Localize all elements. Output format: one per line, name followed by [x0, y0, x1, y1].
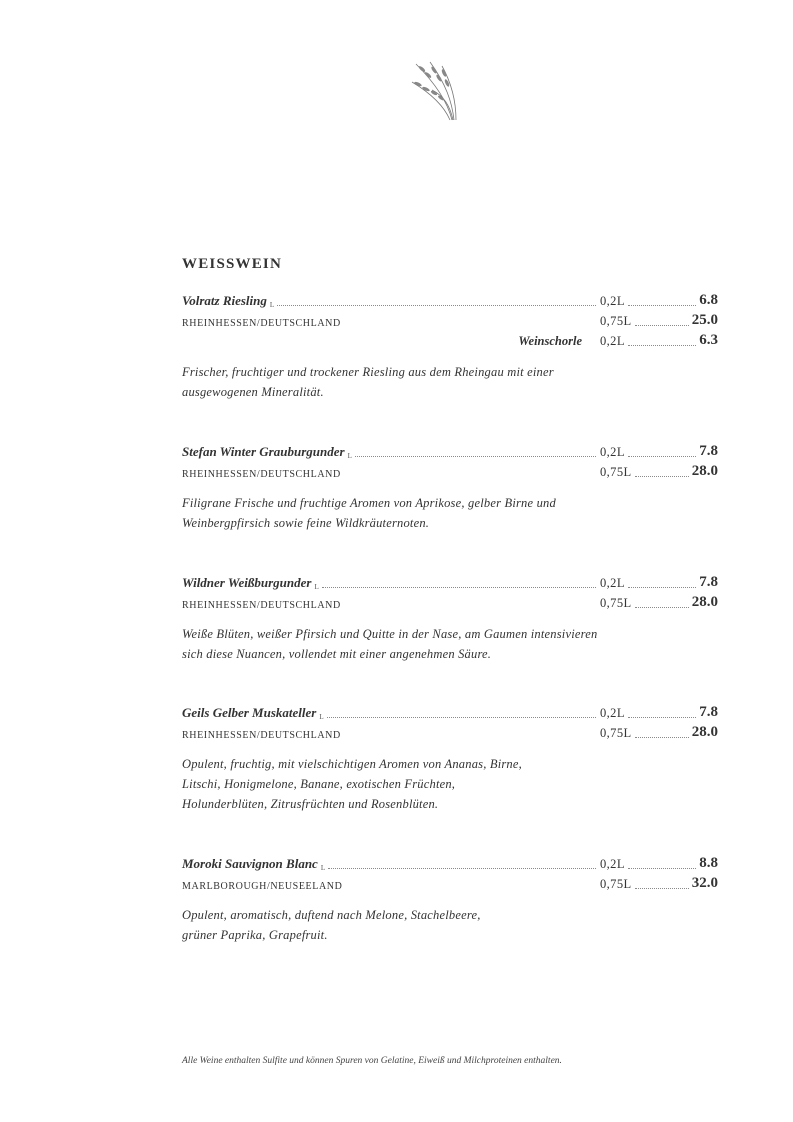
volume: 0,2L [600, 857, 625, 871]
wine-name: Wildner Weißburgunder [182, 575, 312, 590]
dot-leader [635, 888, 689, 889]
price: 7.8 [699, 704, 718, 720]
wine-origin: RHEINHESSEN/DEUTSCHLAND [182, 469, 341, 480]
allergen-marker: L [269, 301, 275, 309]
volume: 0,2L [600, 576, 625, 590]
wine-origin: MARLBOROUGH/NEUSEELAND [182, 881, 343, 892]
volume: 0,75L [600, 726, 632, 740]
wine-origin: RHEINHESSEN/DEUTSCHLAND [182, 730, 341, 741]
price-line [600, 312, 718, 329]
footer-note: Alle Weine enthalten Sulfite und können Spuren von Gelatine, Eiweiß und Milchproteinen enthalten. [182, 1056, 562, 1066]
price-line [600, 292, 718, 309]
dot-leader [327, 717, 596, 718]
wine-description: Opulent, aromatisch, duftend nach Melone, Stachelbeere, grüner Paprika, Grapefruit. [182, 908, 481, 942]
wine-origin: RHEINHESSEN/DEUTSCHLAND [182, 600, 341, 611]
dot-leader [322, 587, 596, 588]
wine-row-1 [182, 463, 718, 483]
wine-row-0 [182, 443, 718, 463]
wine-name: Geils Gelber Muskateller [182, 705, 317, 720]
price-line [600, 332, 718, 349]
wheat-sprig-icon [408, 56, 460, 122]
price: 6.8 [699, 292, 718, 308]
dot-leader [628, 587, 696, 588]
allergen-marker: L [320, 864, 326, 872]
volume: 0,2L [600, 294, 625, 308]
wine-name: Volratz Riesling [182, 293, 267, 308]
wine-description: Filigrane Frische und fruchtige Aromen von Aprikose, gelber Birne und Weinbergpfirsich sowie feine Wildkräuternoten. [182, 496, 556, 530]
dot-leader [628, 868, 696, 869]
dot-leader [628, 717, 696, 718]
wine-name: Stefan Winter Grauburgunder [182, 444, 345, 459]
volume: 0,75L [600, 596, 632, 610]
price-line [600, 574, 718, 591]
price-line [600, 704, 718, 721]
wine-item-geils-gelber-muskateller [182, 704, 718, 814]
price: 32.0 [691, 875, 718, 891]
price: 7.8 [699, 443, 718, 459]
wine-name-line [182, 856, 596, 872]
price-line [600, 855, 718, 872]
price: 8.8 [699, 855, 718, 871]
wine-description: Opulent, fruchtig, mit vielschichtigen Aromen von Ananas, Birne, Litschi, Honigmelone, Banane, exotischen Früchten, Holunderblüten, Zitrusfrüchten und Rosenblüten. [182, 757, 522, 811]
dot-leader [628, 345, 696, 346]
wine-item-moroki-sauvignon-blanc [182, 855, 718, 945]
price: 28.0 [691, 594, 718, 610]
wine-description: Frischer, fruchtiger und trockener Riesling aus dem Rheingau mit einer ausgewogenen Mineralität. [182, 365, 554, 399]
dot-leader [277, 305, 596, 306]
wine-item-wildner-weissburgunder [182, 574, 718, 664]
section-title: WEISSWEIN [182, 256, 283, 272]
wine-item-stefan-winter-grauburgunder [182, 443, 718, 533]
price-line [600, 594, 718, 611]
wine-name-line [182, 444, 596, 460]
price-line [600, 875, 718, 892]
wine-name: Moroki Sauvignon Blanc [182, 856, 318, 871]
wine-name-line [182, 293, 596, 309]
volume: 0,2L [600, 445, 625, 459]
dot-leader [635, 476, 689, 477]
wine-origin: RHEINHESSEN/DEUTSCHLAND [182, 318, 341, 329]
wine-row-0 [182, 704, 718, 724]
price-note: Weinschorle [518, 334, 582, 348]
dot-leader [635, 607, 689, 608]
allergen-marker: L [319, 713, 324, 721]
price-line [600, 724, 718, 741]
price: 25.0 [691, 312, 718, 328]
dot-leader [355, 456, 596, 457]
price: 7.8 [699, 574, 718, 590]
wine-row-0 [182, 855, 718, 875]
dot-leader [635, 737, 689, 738]
price: 6.3 [699, 332, 718, 348]
wine-row-0 [182, 574, 718, 594]
price: 28.0 [691, 724, 718, 740]
allergen-marker: L [314, 583, 319, 591]
price-line [600, 443, 718, 460]
price: 28.0 [691, 463, 718, 479]
wine-row-1 [182, 875, 718, 895]
allergen-marker: L [347, 452, 352, 460]
volume: 0,75L [600, 877, 632, 891]
volume: 0,2L [600, 334, 625, 348]
wine-name-line [182, 705, 596, 721]
volume: 0,75L [600, 314, 632, 328]
wine-row-1 [182, 312, 718, 332]
dot-leader [628, 305, 696, 306]
wine-row-1 [182, 724, 718, 744]
dot-leader [635, 325, 689, 326]
wine-row-2 [182, 332, 718, 352]
dot-leader [328, 868, 596, 869]
volume: 0,2L [600, 706, 625, 720]
wine-description: Weiße Blüten, weißer Pfirsich und Quitte in der Nase, am Gaumen intensivieren sich diese Nuancen, vollendet mit einer angenehmen Säure. [182, 627, 598, 661]
dot-leader [628, 456, 696, 457]
wine-name-line [182, 575, 596, 591]
wine-row-0 [182, 292, 718, 312]
wine-item-volratz-riesling [182, 292, 718, 402]
volume: 0,75L [600, 465, 632, 479]
wine-row-1 [182, 594, 718, 614]
price-line [600, 463, 718, 480]
